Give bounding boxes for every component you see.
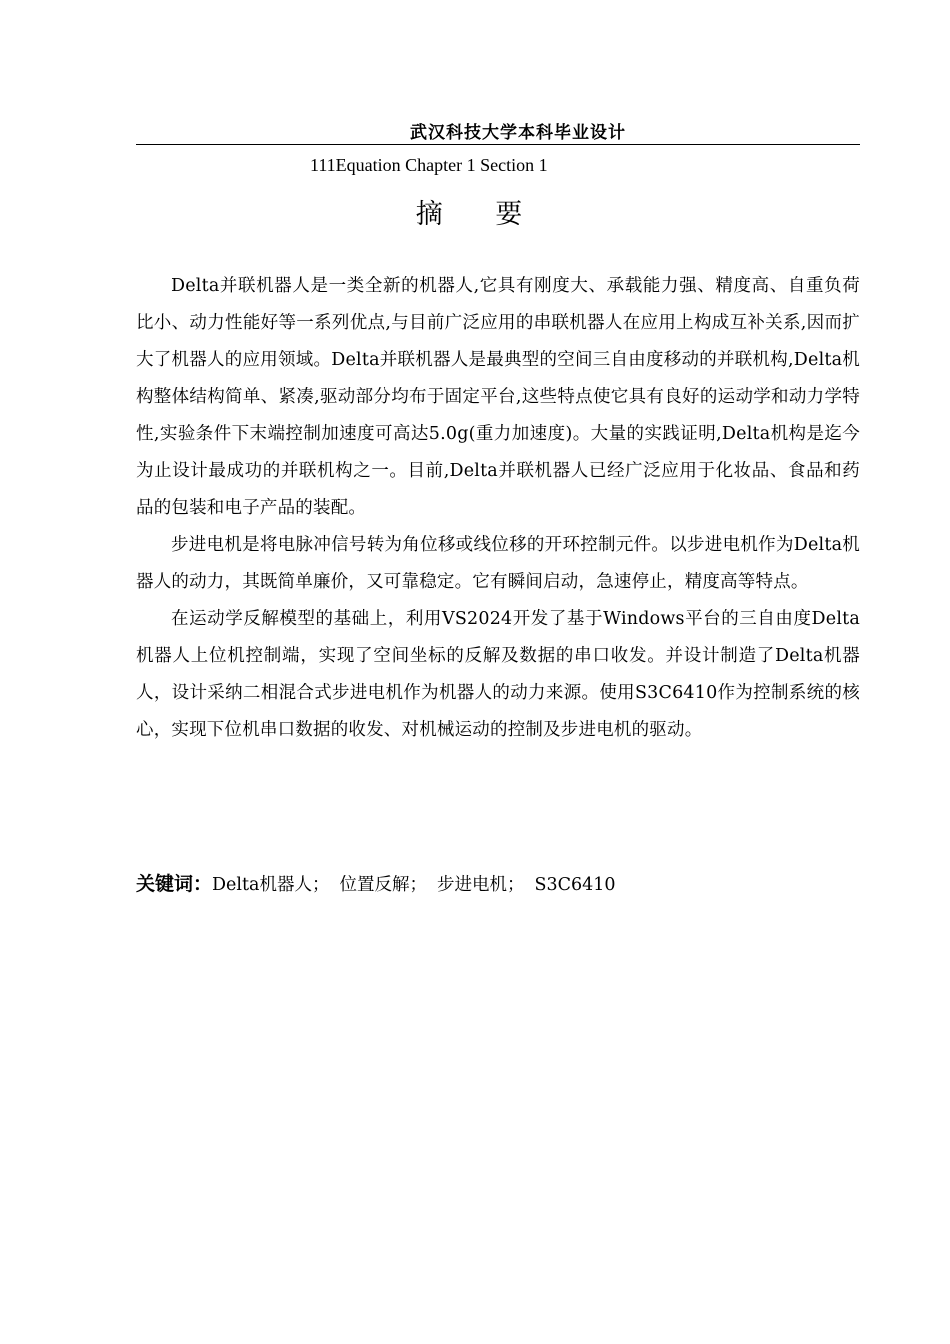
abstract-paragraph: Delta并联机器人是一类全新的机器人,它具有刚度大、承载能力强、精度高、自重负荷比小、动力性能好等一系列优点,与目前广泛应用的串联机器人在应用上构成互补关系,因而扩大了机器人的应用领域。Delta并联机器人是最典型的空间三自由度移动的并联机构,Delta机构整体结构简单、紧凑,驱动部分均布于固定平台,这些特点使它具有良好的运动学和动力学特性,实验条件下末端控制加速度可高达5.0g(重力加速度)。大量的实践证明,Delta机构是迄今为止设计最成功的并联机构之一。目前,Delta并联机器人已经广泛应用于化妆品、食品和药品的包装和电子产品的装配。 — [136, 276, 860, 518]
keyword-item: S3C6410 — [534, 875, 616, 895]
keyword-item: 步进电机； — [436, 875, 525, 895]
abstract-title: 摘 要 — [415, 199, 545, 230]
header-university-line: 武汉科技大学本科毕业设计 — [410, 123, 626, 143]
page-header — [136, 116, 860, 145]
keyword-item: Delta机器人； — [212, 875, 330, 895]
abstract-body — [136, 268, 860, 749]
keyword-item: 位置反解； — [339, 875, 427, 895]
keywords-label: 关键词： — [136, 873, 213, 895]
abstract-paragraph: 步进电机是将电脉冲信号转为角位移或线位移的开环控制元件。以步进电机作为Delta机器人的动力，其既简单廉价，又可靠稳定。它有瞬间启动，急速停止，精度高等特点。 — [136, 535, 860, 592]
abstract-paragraph: 在运动学反解模型的基础上，利用VS2024开发了基于Windows平台的三自由度Delta机器人上位机控制端，实现了空间坐标的反解及数据的串口收发。并设计制造了Delta机器人，设计采纳二相混合式步进电机作为机器人的动力来源。使用S3C6410作为控制系统的核心，实现下位机串口数据的收发、对机械运动的控制及步进电机的驱动。 — [136, 609, 860, 740]
equation-field-code: 111Equation Chapter 1 Section 1 — [310, 155, 548, 175]
keywords-line — [136, 869, 626, 900]
